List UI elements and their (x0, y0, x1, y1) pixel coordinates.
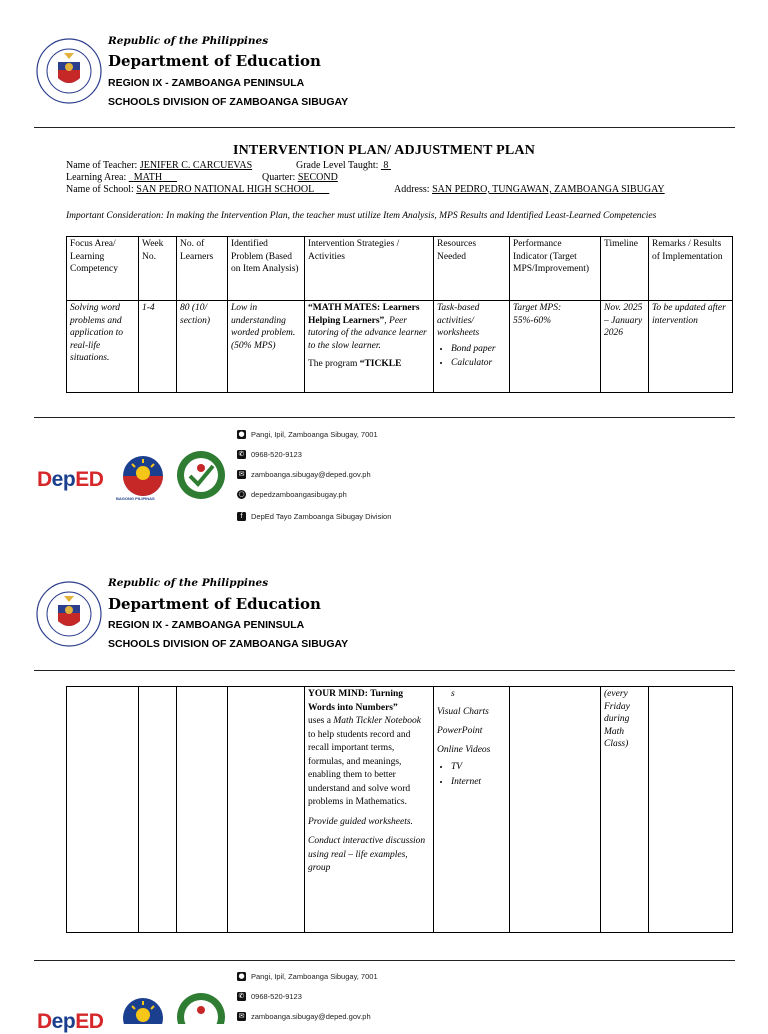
cell-learners (177, 687, 228, 933)
phone-icon: ✆ (238, 450, 245, 458)
header-resources: Resources Needed (434, 237, 510, 301)
header-divider (34, 670, 735, 671)
address-line: Address: SAN PEDRO, TUNGAWAN, ZAMBOANGA SIBUGAY (394, 184, 665, 195)
republic-text: Republic of the Philippines (108, 35, 269, 47)
deped-seal-logo (36, 581, 102, 647)
cell-focus (67, 687, 139, 933)
location-icon: ● (238, 430, 245, 438)
deped-logo: DepED (37, 468, 104, 491)
footer-divider (34, 960, 735, 961)
header-divider (34, 127, 735, 128)
footer-email[interactable]: zamboanga.sibugay@deped.gov.ph (251, 1012, 371, 1021)
footer-facebook[interactable]: DepEd Tayo Zamboanga Sibugay Division (251, 512, 392, 521)
department-text: Department of Education (108, 52, 321, 70)
deped-seal-logo (36, 38, 102, 104)
cell-timeline: Nov. 2025 – January 2026 (601, 301, 649, 393)
intervention-table-continued (66, 686, 733, 933)
cell-indicator (510, 687, 601, 933)
footer-address: Pangi, Ipil, Zamboanga Sibugay, 7001 (251, 430, 378, 439)
header-learners: No. of Learners (177, 237, 228, 301)
region-text: REGION IX - ZAMBOANGA PENINSULA (108, 619, 305, 631)
header-focus: Focus Area/ Learning Competency (67, 237, 139, 301)
division-seal-logo (176, 450, 226, 500)
division-seal-logo (176, 992, 226, 1024)
department-text: Department of Education (108, 595, 321, 613)
footer-web[interactable]: depedzamboangasibugay.ph (251, 490, 347, 499)
intervention-table (66, 236, 733, 393)
quarter-line: Quarter: SECOND (262, 172, 338, 183)
cell-problem (228, 687, 305, 933)
phone-icon: ✆ (238, 992, 245, 1000)
header-problem: Identified Problem (Based on Item Analysis) (228, 237, 305, 301)
cell-week (139, 687, 177, 933)
cell-remarks (649, 687, 733, 933)
footer-address: Pangi, Ipil, Zamboanga Sibugay, 7001 (251, 972, 378, 981)
cell-resources: Task-based activities/ worksheets • Bond paper • Calculator (434, 301, 510, 393)
bagong-pilipinas-text: BAGONG PILIPINAS (116, 496, 155, 501)
area-line: Learning Area: MATH (66, 172, 163, 183)
school-line: Name of School: SAN PEDRO NATIONAL HIGH SCHOOL (66, 184, 315, 195)
footer-divider (34, 417, 735, 418)
list-item: • TV (451, 761, 506, 774)
cell-strategies: “MATH MATES: Learners Helping Learners”, Peer tutoring of the advance learner to the slow learner. The program “TICKLE (305, 301, 434, 393)
header-indicator: Performance Indicator (Target MPS/Improvement) (510, 237, 601, 301)
division-text: SCHOOLS DIVISION OF ZAMBOANGA SIBUGAY (108, 96, 349, 108)
email-icon: ✉ (238, 1012, 245, 1020)
table-header-row (67, 237, 733, 301)
list-item: • Calculator (451, 357, 506, 370)
cell-indicator: Target MPS: 55%-60% (510, 301, 601, 393)
cell-problem: Low in understanding worded problem. (50% MPS) (228, 301, 305, 393)
cell-strategies: YOUR MIND: Turning Words into Numbers” uses a Math Tickler Notebook to help students record and recall important terms, formulas, and meanings, enabling them to better understand and solve word problems in Mathematics. Provide guided worksheets. Conduct interactive discussion using real – life examples, group (305, 687, 434, 933)
bagong-pilipinas-logo (120, 453, 166, 499)
cell-learners: 80 (10/ section) (177, 301, 228, 393)
bagong-pilipinas-logo (120, 995, 166, 1024)
email-icon: ✉ (238, 470, 245, 478)
cell-remarks: To be updated after intervention (649, 301, 733, 393)
list-item: • Internet (451, 776, 506, 789)
grade-line: Grade Level Taught: 8 (296, 160, 389, 171)
table-row (67, 301, 733, 393)
list-item: • Bond paper (451, 343, 506, 356)
republic-text: Republic of the Philippines (108, 577, 269, 589)
globe-icon: ○ (238, 490, 245, 498)
page-title: INTERVENTION PLAN/ ADJUSTMENT PLAN (232, 143, 536, 158)
region-text: REGION IX - ZAMBOANGA PENINSULA (108, 77, 305, 89)
footer-email[interactable]: zamboanga.sibugay@deped.gov.ph (251, 470, 371, 479)
important-note: Important Consideration: In making the Intervention Plan, the teacher must utilize Item Analysis, MPS Results and Identified Least-Learned Competencies (66, 211, 657, 221)
header-strategies: Intervention Strategies / Activities (305, 237, 434, 301)
teacher-line: Name of Teacher: JENIFER C. CARCUEVAS (66, 160, 253, 171)
header-remarks: Remarks / Results of Implementation (649, 237, 733, 301)
location-icon: ● (238, 972, 245, 980)
division-text: SCHOOLS DIVISION OF ZAMBOANGA SIBUGAY (108, 638, 349, 650)
table-row (67, 687, 733, 933)
footer-phone: 0968-520-9123 (251, 450, 302, 459)
cell-resources: s Visual Charts PowerPoint Online Videos • TV • Internet (434, 687, 510, 933)
footer-phone: 0968-520-9123 (251, 992, 302, 1001)
header-timeline: Timeline (601, 237, 649, 301)
cell-focus: Solving word problems and application to real-life situations. (67, 301, 139, 393)
header-week: Week No. (139, 237, 177, 301)
cell-week: 1-4 (139, 301, 177, 393)
deped-logo: DepED (37, 1010, 104, 1033)
cell-timeline: (every Friday during Math Class) (601, 687, 649, 933)
facebook-icon: f (237, 512, 246, 521)
